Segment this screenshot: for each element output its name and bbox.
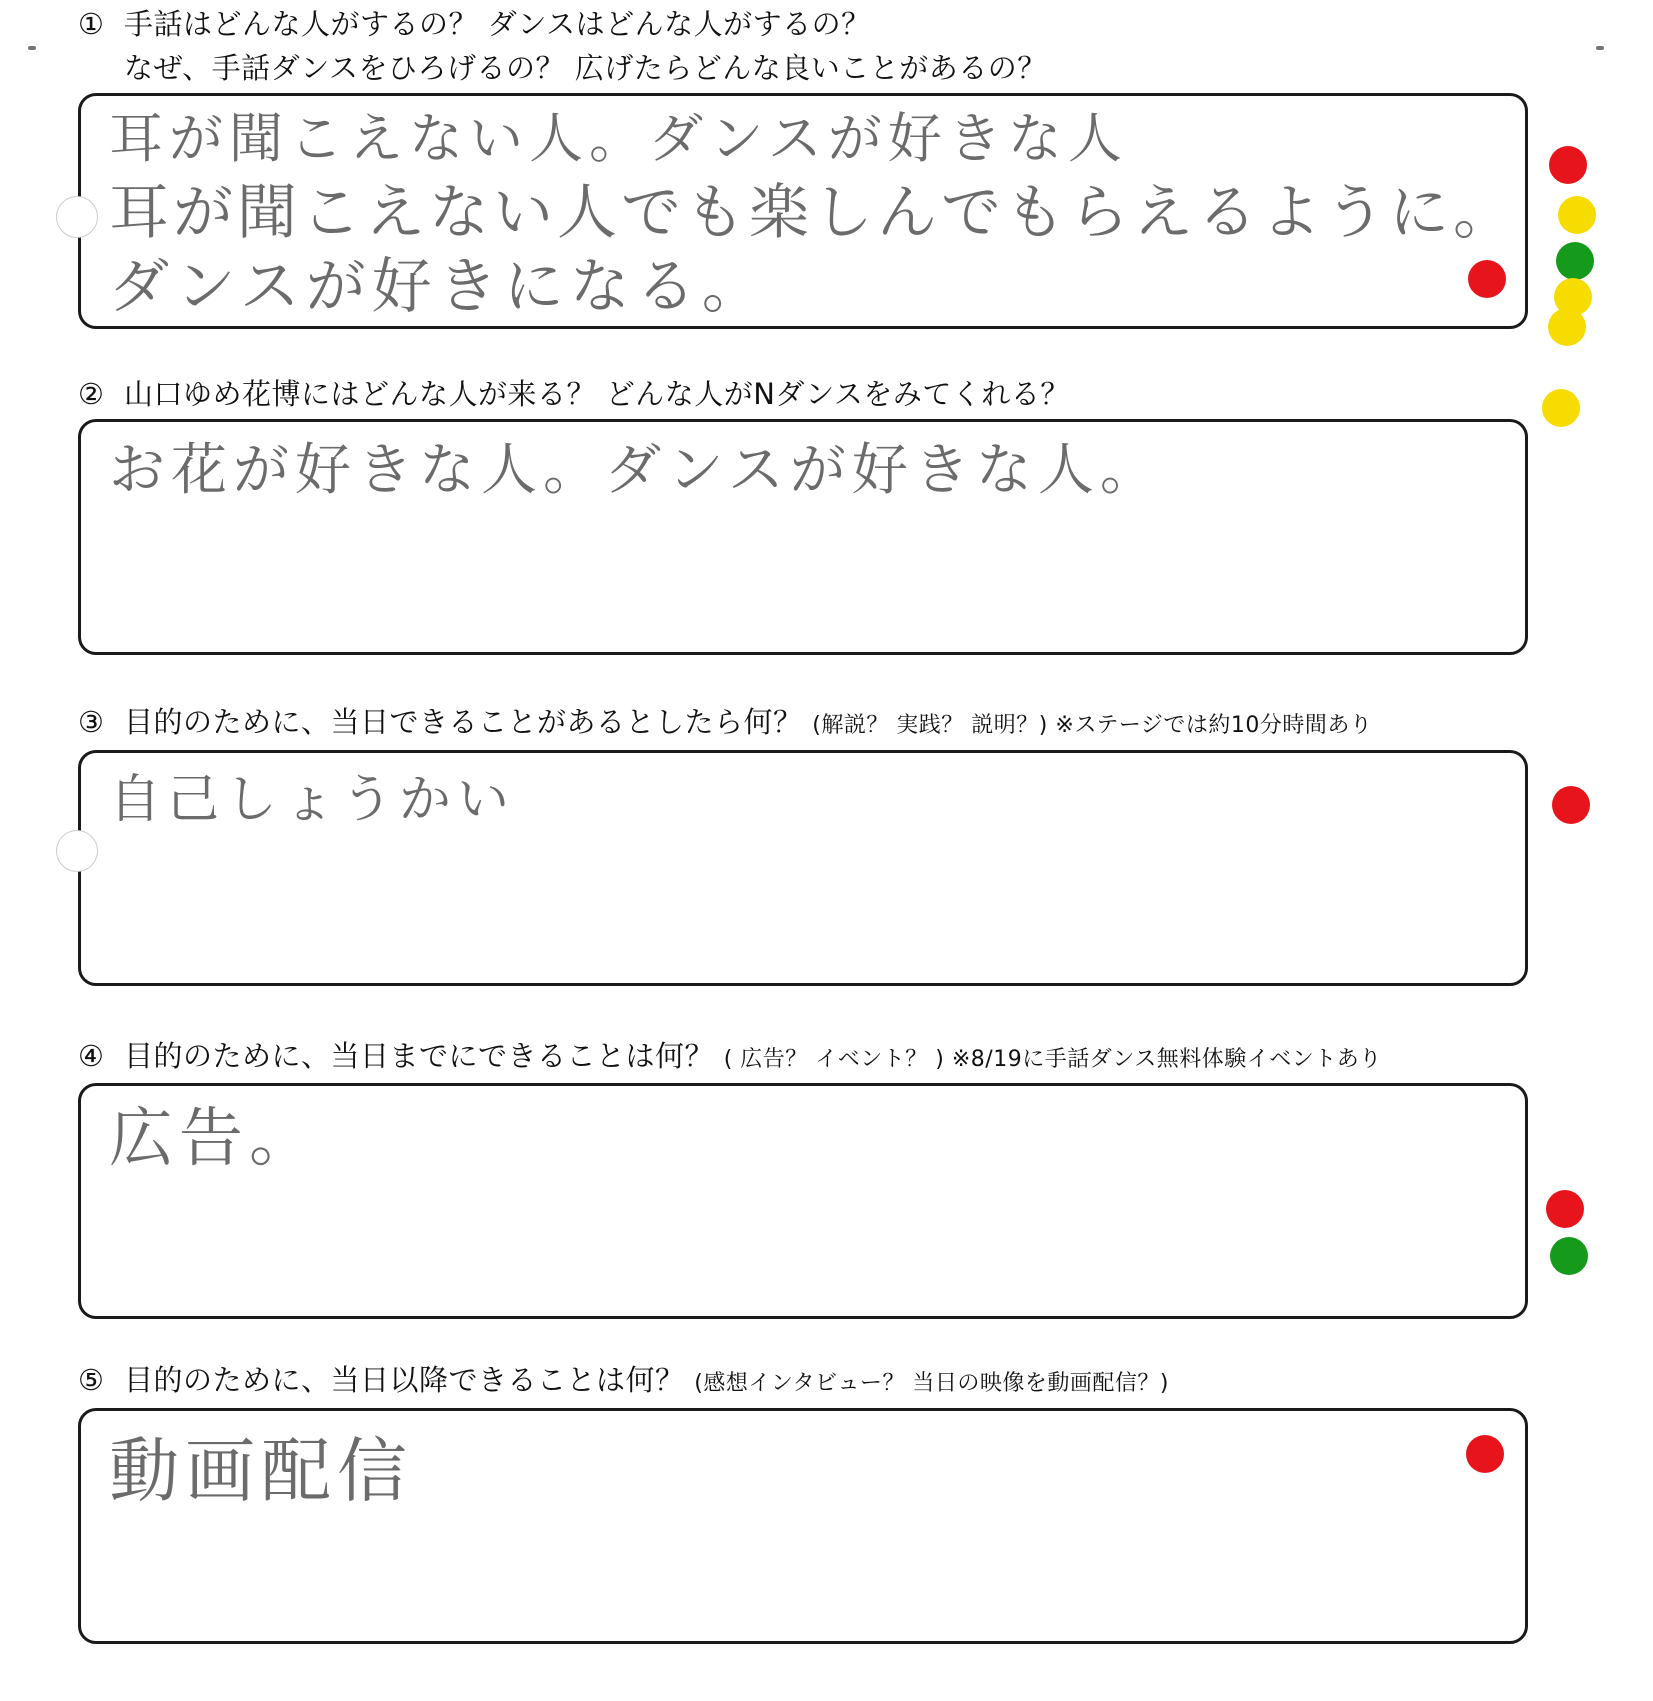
answer-1-line-2: 耳が聞こえない人でも楽しんでもらえるように。 <box>109 178 1517 248</box>
question-5-text: 目的のために、当日以降できることは何？ <box>124 1363 685 1397</box>
answer-2-line-1: お花が好きな人。ダンスが好きな人。 <box>109 438 1162 503</box>
answer-box-5 <box>78 1408 1528 1644</box>
answer-4-text <box>109 1100 319 1178</box>
red-sticker-dot <box>1549 146 1587 184</box>
hole-punch <box>56 196 98 238</box>
answer-1-line-3: ダンスが好きになる。 <box>109 252 768 322</box>
red-sticker-dot <box>1468 260 1506 298</box>
answer-5-line-1: 動画配信 <box>109 1430 413 1512</box>
answer-box-3 <box>78 750 1528 986</box>
question-3-note: (解説？ 実践？ 説明？) ※ステージでは約10分時間あり <box>812 713 1373 738</box>
question-2-text: 山口ゆめ花博にはどんな人が来る？ どんな人がNダンスをみてくれる？ <box>124 377 1070 411</box>
question-4-number: ④ <box>78 1039 105 1073</box>
red-sticker-dot <box>1546 1190 1584 1228</box>
question-4 <box>78 1034 1382 1082</box>
answer-4-line-1: 広告。 <box>109 1102 319 1176</box>
answer-1-text <box>109 102 1517 324</box>
question-1-number: ① <box>78 7 105 41</box>
yellow-sticker-dot <box>1548 308 1586 346</box>
answer-box-2 <box>78 419 1528 655</box>
question-2-number: ② <box>78 377 105 411</box>
question-5 <box>78 1358 1169 1406</box>
hole-punch <box>56 830 98 872</box>
question-4-note: ( 広告？ イベント？ ) ※8/19に手話ダンス無料体験イベントあり <box>723 1047 1382 1072</box>
question-1 <box>78 2 1047 90</box>
answer-5-text <box>109 1429 413 1513</box>
question-1-text-line2: なぜ、手話ダンスをひろげるの？ 広げたらどんな良いことがあるの？ <box>124 51 1047 85</box>
green-sticker-dot <box>1556 242 1594 280</box>
answer-3-line-1: 自己しょうかい <box>109 770 516 830</box>
answer-box-1 <box>78 93 1528 329</box>
question-3 <box>78 700 1372 748</box>
paper-mark <box>1596 46 1604 50</box>
answer-3-text <box>109 767 515 833</box>
green-sticker-dot <box>1550 1237 1588 1275</box>
question-3-number: ③ <box>78 705 105 739</box>
red-sticker-dot <box>1466 1435 1504 1473</box>
question-5-number: ⑤ <box>78 1363 105 1397</box>
question-1-text-line1: 手話はどんな人がするの？ ダンスはどんな人がするの？ <box>124 7 871 41</box>
question-4-text: 目的のために、当日までにできることは何？ <box>124 1039 715 1073</box>
answer-2-text <box>109 436 1162 506</box>
question-3-text: 目的のために、当日できることがあるとしたら何？ <box>124 705 803 739</box>
paper-mark <box>28 46 36 50</box>
red-sticker-dot <box>1552 786 1590 824</box>
question-5-note: (感想インタビュー？ 当日の映像を動画配信？) <box>694 1371 1170 1396</box>
yellow-sticker-dot <box>1542 389 1580 427</box>
answer-1-line-1: 耳が聞こえない人。ダンスが好きな人 <box>109 107 1128 170</box>
question-2 <box>78 372 1070 416</box>
yellow-sticker-dot <box>1558 196 1596 234</box>
answer-box-4 <box>78 1083 1528 1319</box>
